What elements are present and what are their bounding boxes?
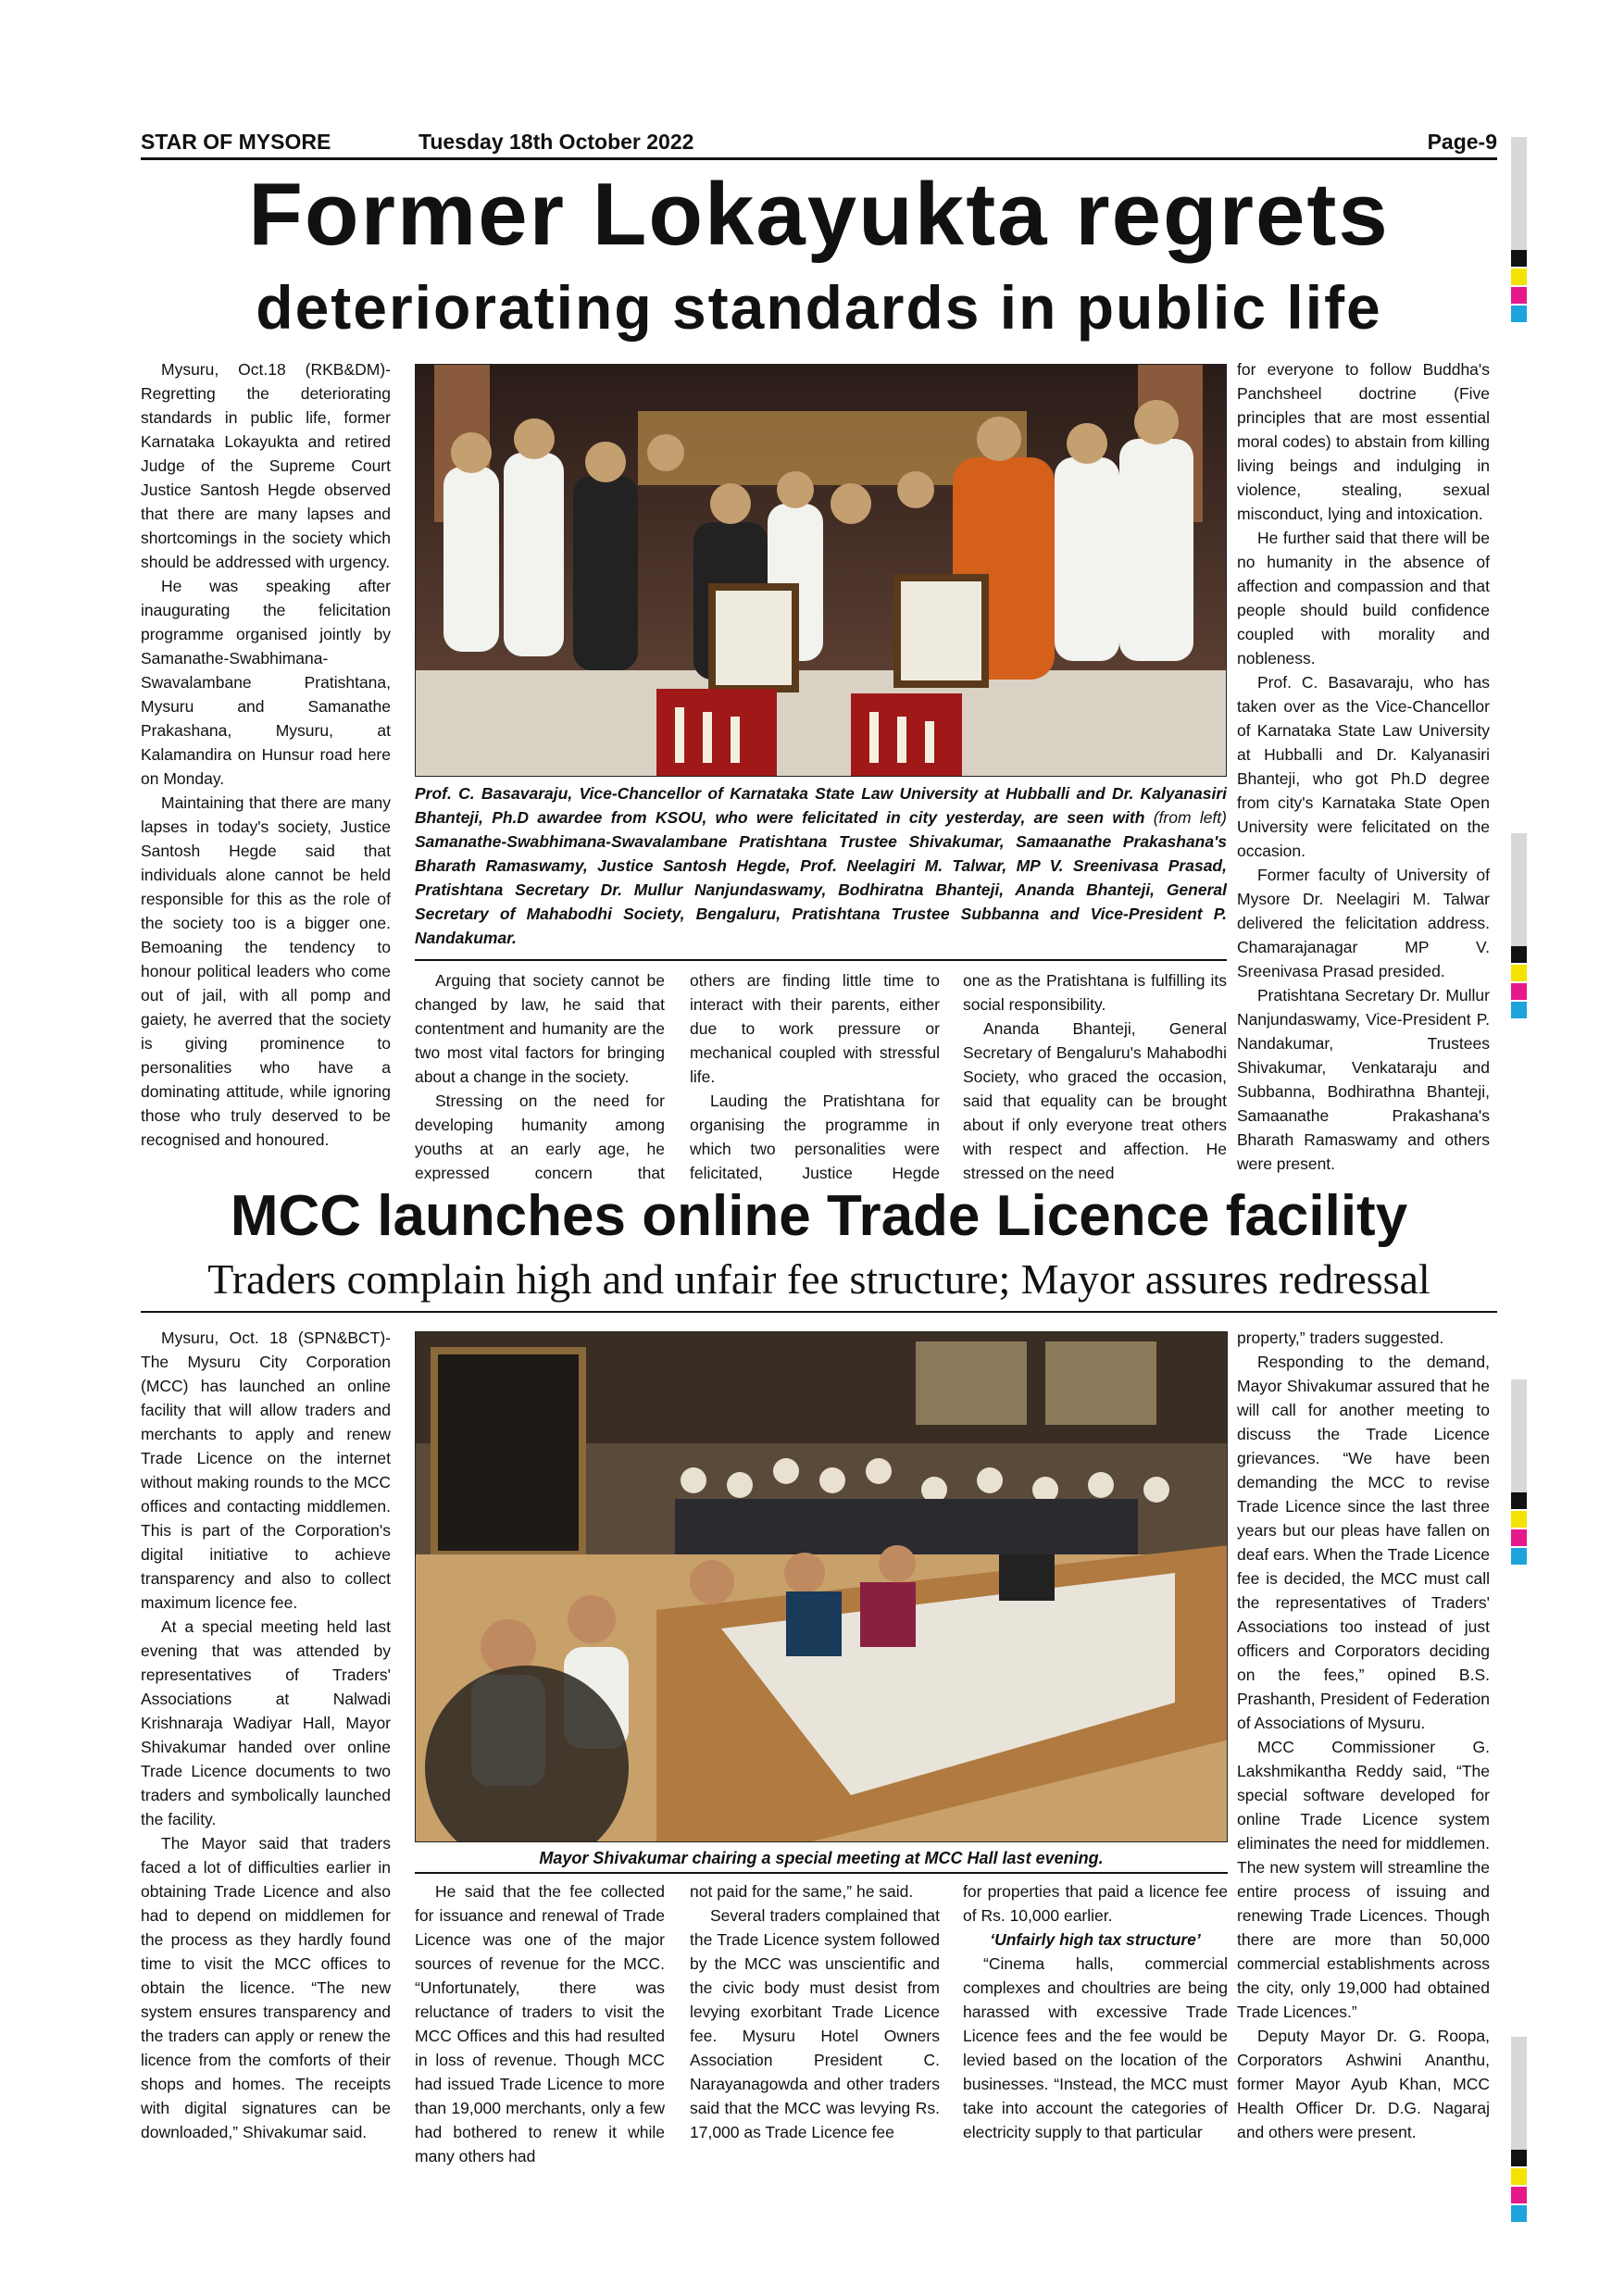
story1-headline: Former Lokayukta regrets: [248, 165, 1390, 264]
felicitation-group-photo: [415, 364, 1227, 777]
story2-subheadline: Traders complain high and unfair fee structure; Mayor assures redressal: [207, 1255, 1430, 1303]
paragraph: At a special meeting held last evening that was attended by representatives of Traders' Associations at Nalwadi Krishnaraja Wadiyar Hall, Mayor Shivakumar handed over online Trade Licence documents to two traders and symbolically launched the facility.: [141, 1617, 391, 1828]
yellow-mark: [1511, 268, 1527, 285]
paragraph: for everyone to follow Buddha's Panchsheel doctrine (Five principles that are most essential moral codes) to abstain from killing living beings and indulging in violence, stealing, sexual misconduct, lying and intoxication.: [1237, 360, 1490, 523]
mcc-meeting-photo: [415, 1331, 1228, 1842]
page-header: [141, 128, 1497, 154]
paragraph: Prof. C. Basavaraju, who has taken over as the Vice-Chancellor of Karnataka State Law University at Hubballi and Dr. Kalyanasiri Bhanteji, who got Ph.D degree from city's Karnataka State Open University were felicitated on the occasion.: [1237, 673, 1490, 860]
paragraph: He said that the fee collected for issuance and renewal of Trade Licence was one of the major sources of revenue for the MCC. “Unfortunately, there was reluctance of traders to visit the MCC Offices and this had resulted in loss of revenue. Though MCC had issued Trade Licence to more than 19,000 merchants, only a few had bothered to renew it while many others had: [415, 1882, 665, 2165]
caption-rule: [415, 959, 1227, 961]
black-mark-4: [1511, 2150, 1527, 2166]
yellow-mark-3: [1511, 1511, 1527, 1528]
cyan-mark-3: [1511, 1548, 1527, 1565]
caption-text-2: Samanathe-Swabhimana-Swavalambane Pratishtana Trustee Shivakumar, Samaanathe Prakashana's Bharath Ramaswamy, Justice Santosh Hegde, Prof. Neelagiri M. Talwar, MP V. Sreenivasa Prasad, Pratishtana Secretary Dr. Mullur Nanjundaswamy, Bodhiratna Bhanteji, Ananda Bhanteji, General Secretary of Mahabodhi Society, Bengaluru, Pratishtana Trustee Subbanna and Vice-President P. Nandakumar.: [415, 832, 1227, 947]
cyan-mark: [1511, 306, 1527, 322]
story1-column-2: [415, 968, 665, 1181]
paper-name: STAR OF MYSORE: [141, 130, 331, 154]
story2-photo-caption: Mayor Shivakumar chairing a special meeting at MCC Hall last evening.: [539, 1849, 1104, 1867]
paragraph: He further said that there will be no humanity in the absence of affection and compassion and that people should build confidence coupled with morality and nobleness.: [1237, 529, 1490, 668]
black-mark-2: [1511, 946, 1527, 963]
paragraph: Pratishtana Secretary Dr. Mullur Nanjundaswamy, Vice-President P. Nandakumar, Trustees Shivakumar, Venkataraju and Subbanna, Bodhirathna Bhanteji, Samaanathe Prakashana's Bharath Ramaswamy and others were present.: [1237, 986, 1490, 1173]
page-number: Page-9: [1427, 130, 1497, 154]
caption-rule-2: [415, 1872, 1228, 1874]
yellow-mark-4: [1511, 2168, 1527, 2185]
paragraph: Stressing on the need for developing humanity among youths at an early age, he expressed concern that: [415, 1092, 665, 1181]
paragraph: Ananda Bhanteji, General Secretary of Bengaluru's Mahabodhi Society, who graced the occasion, said that equality can be brought about if only everyone treat others with respect and affection. He stressed on the need: [963, 1019, 1227, 1181]
paragraph: property,” traders suggested.: [1237, 1329, 1444, 1347]
story2-column-1: [141, 1326, 391, 2233]
gray-mark-4: [1511, 2037, 1527, 2150]
paragraph: Mysuru, Oct.18 (RKB&DM)- Regretting the deteriorating standards in public life, former Karnataka Lokayukta and retired Judge of the Supreme Court Justice Santosh Hegde observed that there are many lapses and shortcomings in the society which should be addressed with urgency.: [141, 360, 391, 571]
paragraph: Responding to the demand, Mayor Shivakumar assured that he will call for another meeting to discuss the Trade Licence grievances. “We have been demanding the MCC to revise Trade Licence since the last three years but our pleas have fallen on deaf ears. When the Trade Licence fee is decided, the MCC must call the representatives of Traders' Associations too instead of just officers and Corporators deciding on the fees,” opined B.S. Prashanth, President of Federation of Associations of Mysuru.: [1237, 1353, 1490, 1732]
story2-headline: MCC launches online Trade Licence facility: [230, 1184, 1408, 1248]
photo-illustration: [416, 1332, 1228, 1842]
subheading: ‘Unfairly high tax structure’: [990, 1930, 1201, 1949]
story2-column-2: [415, 1879, 665, 2231]
paragraph: Maintaining that there are many lapses in today's society, Justice Santosh Hegde said that individuals alone cannot be held responsible for this as the role of the society too is a bigger one. Bemoaning the tendency to honour political leaders who come out of jail, with all pomp and gaiety, he averred that the society is giving prominence to personalities who have a dominating attitude, while ignoring those who truly deserved to be recognised and honoured.: [141, 793, 391, 1149]
gray-mark-3: [1511, 1379, 1527, 1492]
paragraph: Several traders complained that the Trade Licence system followed by the MCC was unscientific and the civic body must desist from levying exorbitant Trade Licence fee. Mysuru Hotel Owners Association President C. Narayanagowda and other traders said that the MCC was levying Rs. 17,000 as Trade Licence fee: [690, 1906, 940, 2141]
story1-column-4: [963, 968, 1227, 1181]
photo-illustration: [416, 365, 1227, 777]
magenta-mark-2: [1511, 983, 1527, 1000]
story2-rule: [141, 1311, 1497, 1313]
story2-column-3: [690, 1879, 940, 2231]
paragraph: Mysuru, Oct. 18 (SPN&BCT)- The Mysuru City Corporation (MCC) has launched an online facility that will allow traders and merchants to apply and renew Trade Licence on the internet without making rounds to the MCC offices and contacting middlemen. This is part of the Corporation's digital initiative to achieve transparency and also to collect maximum licence fee.: [141, 1329, 391, 1612]
paragraph: He was speaking after inaugurating the felicitation programme organised jointly by Samanathe-Swabhimana-Swavalambane Pratishtana, Mysuru and Samanathe Prakashana, Mysuru, at Kalamandira on Hunsur road here on Monday.: [141, 577, 391, 788]
story1-subheadline: deteriorating standards in public life: [256, 273, 1382, 342]
paragraph: Arguing that society cannot be changed by law, he said that contentment and humanity are the two most vital factors for bringing about a change in the society.: [415, 971, 665, 1086]
paragraph: Deputy Mayor Dr. G. Roopa, Corporators Ashwini Ananthu, former Mayor Ayub Khan, MCC Health Officer Dr. D.G. Nagaraj and others were present.: [1237, 2027, 1490, 2141]
magenta-mark: [1511, 287, 1527, 304]
magenta-mark-4: [1511, 2187, 1527, 2203]
story1-photo-caption: [415, 781, 1227, 967]
header-rule: [141, 157, 1497, 160]
paragraph: others are finding little time to interact with their parents, either due to work pressure or mechanical coupled with stressful life.: [690, 971, 940, 1086]
caption-text: Prof. C. Basavaraju, Vice-Chancellor of Karnataka State Law University at Hubballi and Dr. Kalyanasiri Bhanteji, Ph.D awardee from KSOU, who were felicitated in city yesterday, are seen with: [415, 784, 1227, 827]
cyan-mark-2: [1511, 1002, 1527, 1018]
issue-date: Tuesday 18th October 2022: [418, 130, 694, 154]
paragraph: for properties that paid a licence fee of Rs. 10,000 earlier.: [963, 1882, 1228, 1925]
paragraph: one as the Pratishtana is fulfilling its social responsibility.: [963, 971, 1227, 1014]
gray-mark-2: [1511, 833, 1527, 946]
paragraph: The Mayor said that traders faced a lot of difficulties earlier in obtaining Trade Licence and also had to depend on middlemen for the process as they hardly found time to visit the MCC offices to obtain the licence. “The new system ensures transparency and the traders can apply or renew the licence from the comforts of their shops and homes. The receipts with digital signatures can be downloaded,” Shivakumar said.: [141, 1834, 391, 2141]
paragraph: Lauding the Pratishtana for organising the programme in which two personalities were felicitated, Justice Hegde: [690, 1092, 940, 1181]
yellow-mark-2: [1511, 965, 1527, 981]
caption-from-left: (from left): [1153, 808, 1227, 827]
black-mark-3: [1511, 1492, 1527, 1509]
story1-column-1: [141, 357, 391, 1181]
story1-column-3: [690, 968, 940, 1181]
black-mark: [1511, 250, 1527, 267]
gray-mark: [1511, 137, 1527, 250]
cyan-mark-4: [1511, 2205, 1527, 2222]
paragraph: MCC Commissioner G. Lakshmikantha Reddy said, “The special software developed for online Trade Licence system eliminates the need for middlemen. The new system will streamline the entire process of issuing and renewing Trade Licences. Though there are more than 50,000 commercial establishments across the city, only 19,000 had obtained Trade Licences.”: [1237, 1738, 1490, 2021]
magenta-mark-3: [1511, 1529, 1527, 1546]
paragraph: Former faculty of University of Mysore Dr. Neelagiri M. Talwar delivered the felicitation address. Chamarajanagar MP V. Sreenivasa Prasad presided.: [1237, 866, 1490, 980]
story1-column-5: [1237, 357, 1490, 1181]
paragraph: not paid for the same,” he said.: [690, 1882, 914, 1901]
paragraph: “Cinema halls, commercial complexes and choultries are being harassed with excessive Trade Licence fees and the fee would be levied based on the location of the businesses. “Instead, the MCC must take into account the categories of electricity supply to that particular: [963, 1954, 1228, 2141]
story2-column-4: [963, 1879, 1228, 2231]
story2-column-5: [1237, 1326, 1490, 2233]
